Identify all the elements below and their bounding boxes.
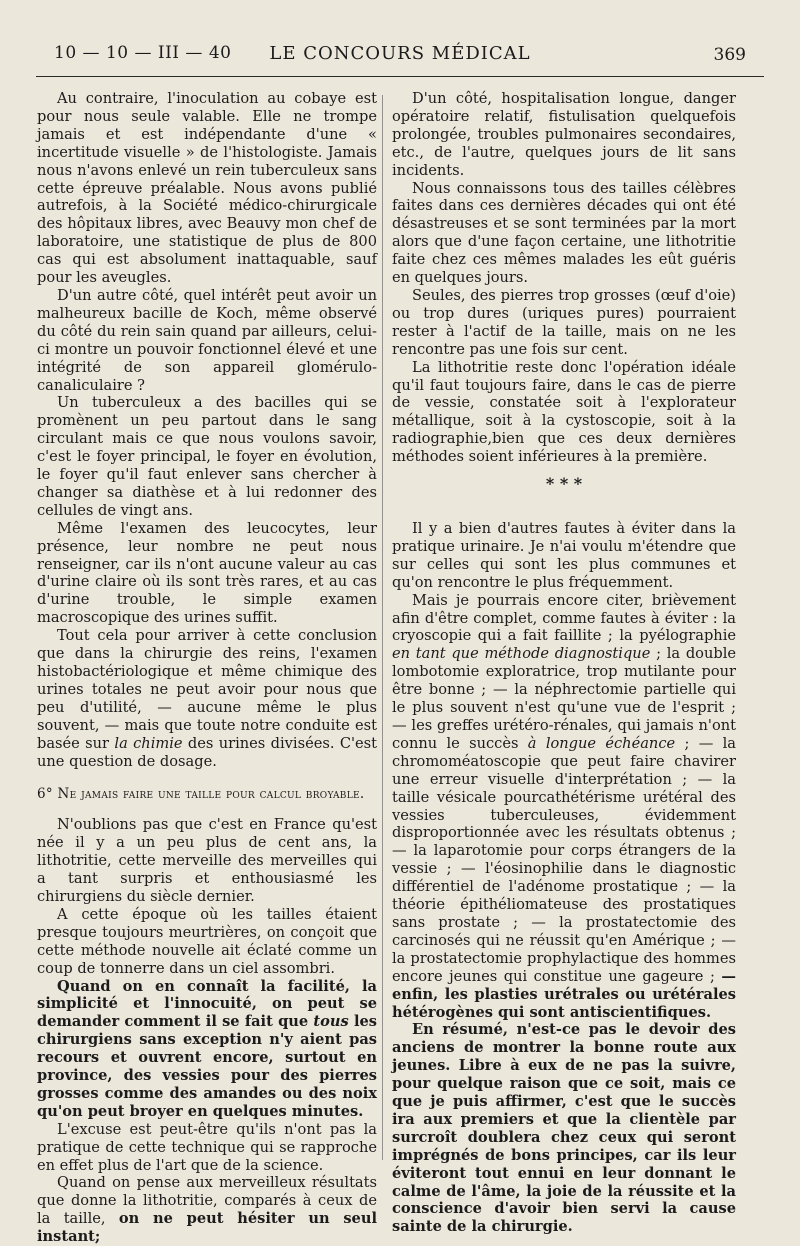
page-number: 369 <box>713 45 746 65</box>
paragraph: En résumé, n'est-ce pas le devoir des anciens de montrer la bonne route aux jeunes. Libre à eux de ne pas la suivre, pour quelque raison que ce soit, mais ce que je puis affirmer, c'est que le succès ira aux premiers et que la clientèle par surcroît doublera chez ceux qui seront imprégnés de bons principes, car ils leur éviteront tout ennui en leur donnant le calme de l'âme, la joie de la réussite et la conscience d'avoir bien servi la cause sainte de la chirurgie. <box>392 1021 736 1236</box>
paragraph: N'oublions pas que c'est en France qu'est née il y a un peu plus de cent ans, la lithotritie, cette merveille des merveilles qui a tant surpris et enthousiasmé les chirurgiens du siècle dernier. <box>37 816 377 905</box>
paragraph: Mais je pourrais encore citer, brièvement afin d'être complet, comme fautes à éviter : la cryoscopie qui a fait faillite ; la pyélographie en tant que méthode diagnostique ; la double lombotomie exploratrice, trop mutilante pour être bonne ; — la néphrectomie partielle qui le plus souvent n'est qu'une vue de l'esprit ; — les greffes urétéro-rénales, qui jamais n'ont connu le succès à longue échéance ; — la chromoméatoscopie que peut faire chavirer une erreur visuelle d'interprétation ; — la taille vésicale pourcathétérisme urétéral des vessies tuberculeuses, évidemment disproportionnée avec les résultats obtenus ; — la laparotomie pour corps étrangers de la vessie ; — l'éosinophilie dans le diagnostic différentiel de l'adénome prostatique ; — la théorie épithéliomateuse des prostatiques sans prostate ; — la prostatectomie des carcinosés qui ne réussit qu'en Amérique ; — la prostatectomie prophylactique des hommes encore jeunes qui constitue une gageure ; — enfin, les plasties urétrales ou urétérales hétérogènes qui sont antiscientifiques. <box>392 591 737 1021</box>
paragraph: Tout cela pour arriver à cette conclusion que dans la chirurgie des reins, l'examen histobactériologique et même chimique des urines totales ne peut avoir pour nous que peu d'utilité, — aucune même le plus souvent, — mais que toute notre conduite est basée sur la chimie des urines divisées. C'est une question de dosage. <box>37 627 378 770</box>
paragraph: Seules, des pierres trop grosses (œuf d'oie) ou trop dures (uriques pures) pourraient rester à l'actif de la taille, mais on ne les rencontre pas une fois sur cent. <box>392 286 736 358</box>
journal-title: LE CONCOURS MÉDICAL <box>269 43 531 64</box>
paragraph: D'un autre côté, quel intérêt peut avoir un malheureux bacille de Koch, même observé du côté du rein sain quand par ailleurs, celui-ci montre un pouvoir fonctionnel élevé et une intégrité de son appareil glomérulo-canaliculaire ? <box>37 286 377 394</box>
paragraph: Il y a bien d'autres fautes à éviter dans la pratique urinaire. Je n'ai voulu m'étendre que sur celles qui sont les plus communes et qu'on rencontre le plus fréquemment. <box>392 520 736 591</box>
paragraph: Même l'examen des leucocytes, leur présence, leur nombre ne peut nous renseigner, car ils n'ont aucune valeur au cas d'urine claire où ils sont très rares, et au cas d'urine trouble, le simple examen macroscopique des urines suffit. <box>37 519 377 627</box>
paragraph: Nous connaissons tous des tailles célèbres faites dans ces dernières décades qui ont été désastreuses et se sont terminées par la mort alors que d'une façon certaine, une lithotritie faite chez ces mêmes malades les eût guéris en quelques jours. <box>392 179 736 287</box>
paragraph: Un tuberculeux a des bacilles qui se promènent un peu partout dans le sang circulant mais ce que nous voulons savoir, c'est le foyer principal, le foyer en évolution, le foyer qu'il faut enlever sans chercher à changer sa diathèse et à lui redonner des cellules de vingt ans. <box>37 394 377 519</box>
paragraph: Quand on en connaît la facilité, la simplicité et l'innocuité, on peut se demander comment il se fait que tous les chirurgiens sans exception n'y aient pas recours et ouvrent encore, surtout en province, des vessies pour des pierres grosses comme des amandes ou des noix qu'on peut broyer en quelques minutes. <box>37 977 377 1120</box>
section-separator: * * * <box>545 474 583 494</box>
paragraph: Au contraire, l'inoculation au cobaye est pour nous seule valable. Elle ne trompe jamais et est indépendante d'une « incertitude visuelle » de l'histologiste. Jamais nous n'avons enlevé un rein tuberculeux sans cette épreuve préalable. Nous avons publié autrefois, à la Société médico-chirurgicale des hôpitaux libres, avec Beauvy mon chef de laboratoire, une statistique de plus de 800 cas qui est absolument inattaquable, sauf pour les aveugles. <box>37 90 377 287</box>
paragraph: A cette époque où les tailles étaient presque toujours meurtrières, on conçoit que cette méthode nouvelle ait éclaté comme un coup de tonnerre dans un ciel assombri. <box>37 905 377 977</box>
section-heading: 6° Ne jamais faire une taille pour calcul broyable. <box>37 786 365 803</box>
paragraph: L'excuse est peut-être qu'ils n'ont pas la pratique de cette technique qui se rapproche en effet plus de l'art que de la science. <box>37 1120 377 1174</box>
paragraph: La lithotritie reste donc l'opération idéale qu'il faut toujours faire, dans le cas de pierre de vessie, constatée soit à l'explorateur métallique, soit à la cystoscopie, soit à la radiographie,bien que ces deux dernières méthodes soient inférieures à la première. <box>392 358 736 466</box>
right-column <box>392 90 736 1236</box>
column-divider <box>382 95 383 1160</box>
left-column <box>37 90 377 1246</box>
issue-date: 10 — 10 — III — 40 <box>54 43 232 63</box>
paragraph: D'un côté, hospitalisation longue, danger opératoire relatif, fistulisation quelquefois prolongée, troubles pulmonaires secondaires, etc., de l'autre, quelques jours de lit sans incidents. <box>392 90 736 179</box>
page-header <box>36 40 764 77</box>
paragraph: Quand on pense aux merveilleux résultats que donne la lithotritie, comparés à ceux de la taille, on ne peut hésiter un seul instant; <box>37 1174 377 1246</box>
